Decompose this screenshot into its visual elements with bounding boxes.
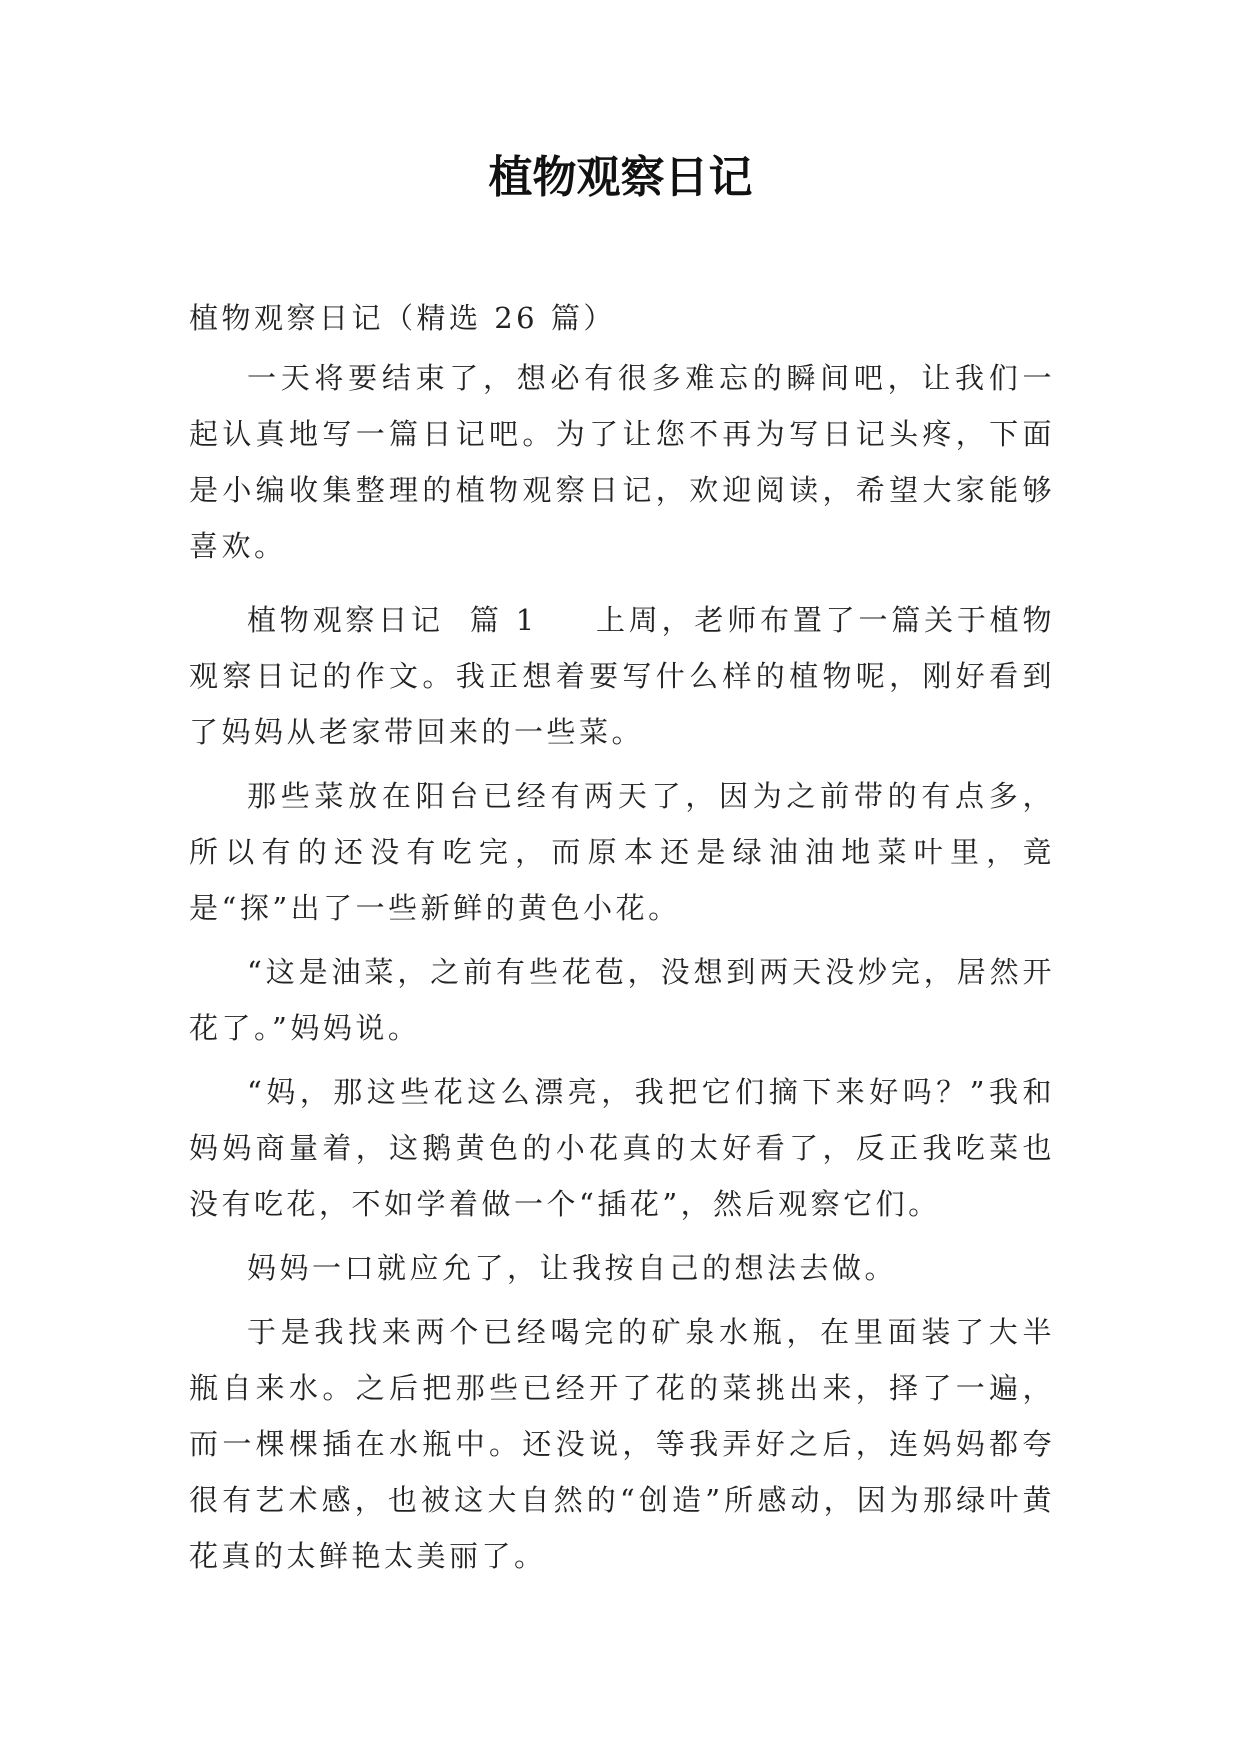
document-title: 植物观察日记 — [488, 152, 753, 203]
body-paragraph: 妈妈一口就应允了，让我按自己的想法去做。 — [247, 1251, 898, 1285]
section-label: 植物观察日记 篇 1 — [247, 603, 538, 637]
body-paragraph: 于是我找来两个已经喝完的矿泉水瓶，在里面装了大半瓶自来水。之后把那些已经开了花的菜挑出来，择了一遍，而一棵棵插在水瓶中。还没说，等我弄好之后，连妈妈都夸很有艺术感，也被这大自然的“创造”所感动，因为那绿叶黄花真的太鲜艳太美丽了。 — [189, 1315, 1055, 1573]
body-paragraph: 那些菜放在阳台已经有两天了，因为之前带的有点多，所以有的还没有吃完，而原本还是绿油油地菜叶里，竟是“探”出了一些新鲜的黄色小花。 — [189, 779, 1055, 925]
section-1-paragraph — [189, 592, 1055, 760]
document-subtitle: 植物观察日记（精选 26 篇） — [189, 301, 616, 335]
body-paragraph: “妈，那这些花这么漂亮，我把它们摘下来好吗？”我和妈妈商量着，这鹅黄色的小花真的太好看了，反正我吃菜也没有吃花，不如学着做一个“插花”，然后观察它们。 — [189, 1075, 1055, 1221]
body-paragraph: “这是油菜，之前有些花苞，没想到两天没炒完，居然开花了。”妈妈说。 — [189, 955, 1055, 1045]
intro-paragraph: 一天将要结束了，想必有很多难忘的瞬间吧，让我们一起认真地写一篇日记吧。为了让您不再为写日记头疼，下面是小编收集整理的植物观察日记，欢迎阅读，希望大家能够喜欢。 — [189, 361, 1055, 563]
document-body — [189, 290, 1055, 1592]
section-1-first-text: 上周，老师布置了一篇关于植物观察日记的作文。我正想着要写什么样的植物呢，刚好看到了妈妈从老家带回来的一些菜。 — [189, 603, 1055, 749]
